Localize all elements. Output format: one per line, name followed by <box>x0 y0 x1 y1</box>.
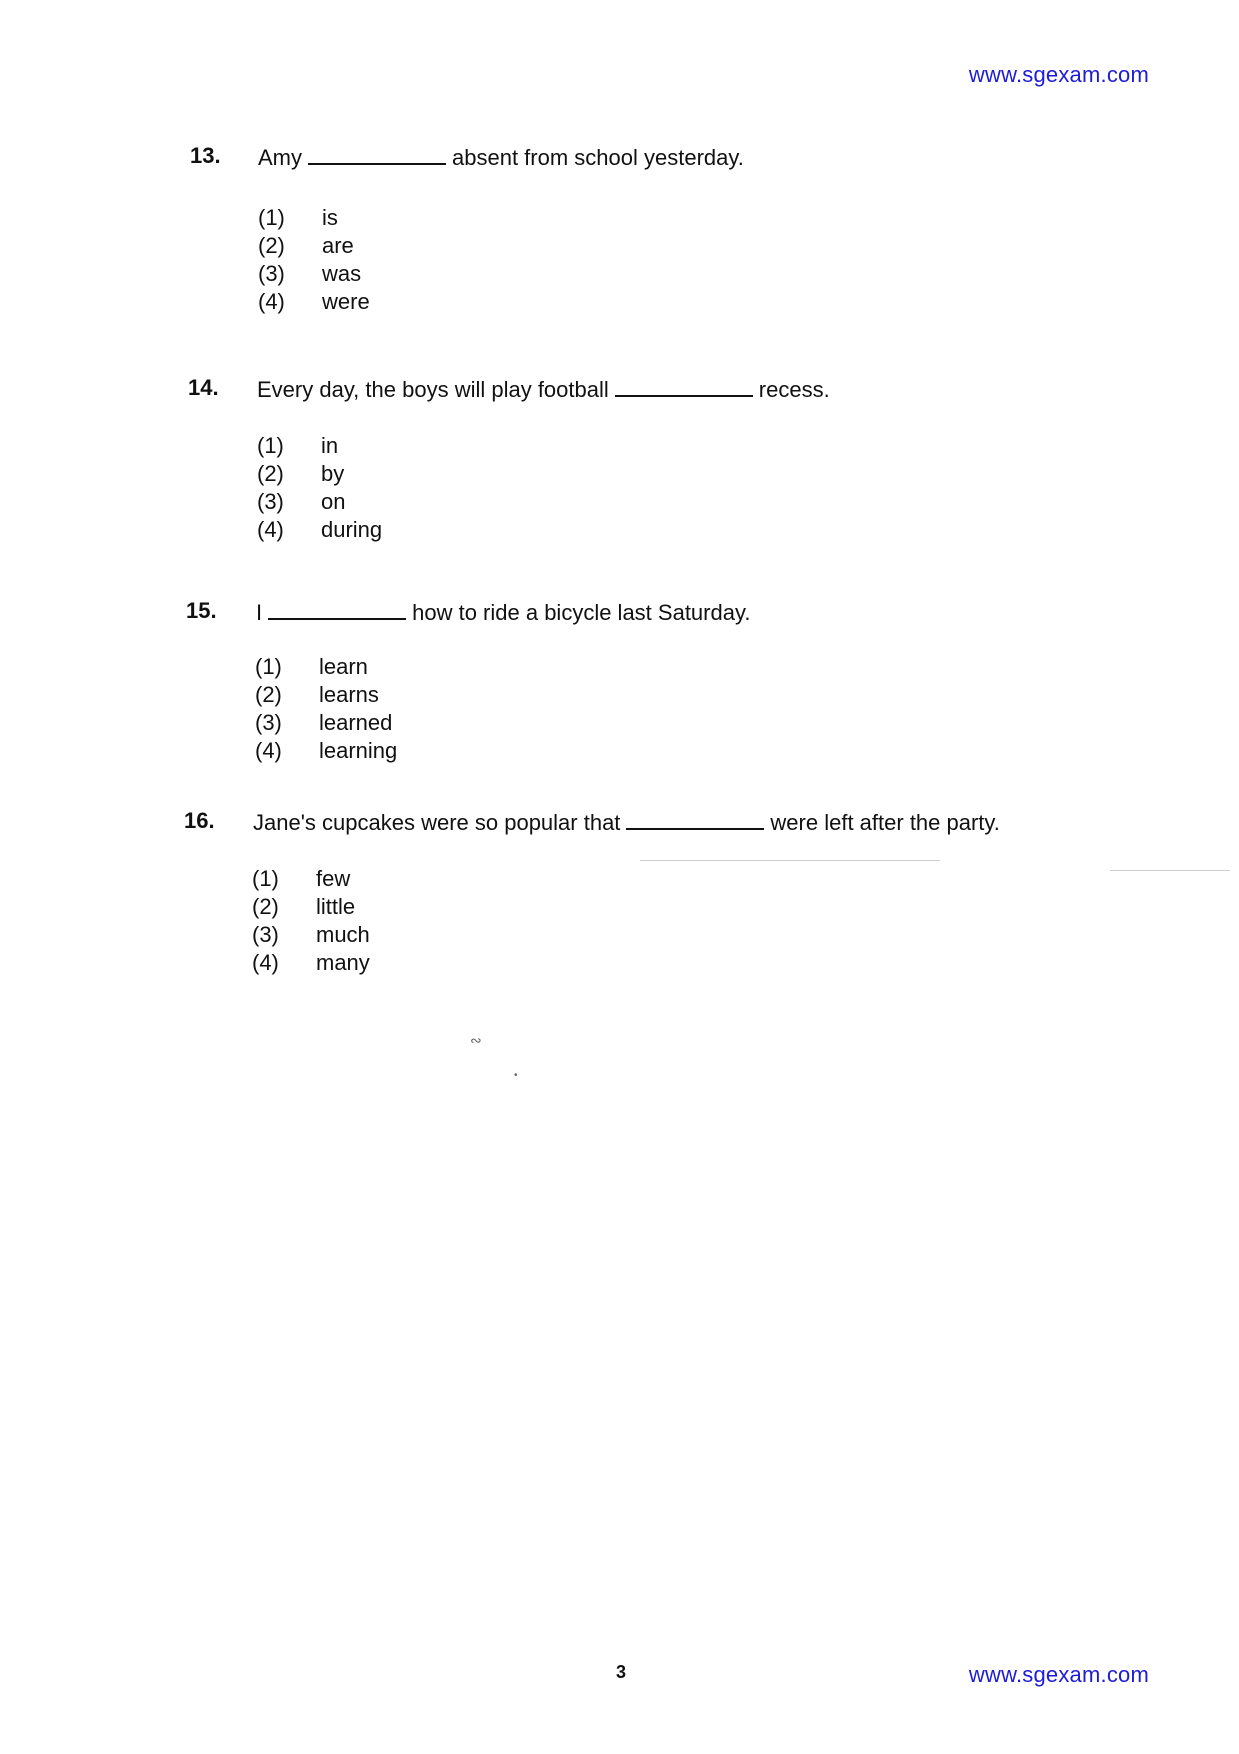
option-label: (4) <box>258 289 285 314</box>
option-label: (3) <box>257 489 284 514</box>
answer-blank <box>626 828 764 830</box>
stem-after: were left after the party. <box>770 810 1000 835</box>
stem-after: recess. <box>758 377 830 402</box>
question-number: 16. <box>184 808 215 833</box>
option-label: (1) <box>252 866 279 891</box>
option-text: little <box>316 894 356 919</box>
scan-smudge: • <box>514 1070 518 1081</box>
option-text: were <box>322 289 370 314</box>
option-label: (2) <box>255 682 282 707</box>
option-label: (1) <box>258 205 285 230</box>
stem-before: I <box>256 600 263 625</box>
option-label: (3) <box>252 922 279 947</box>
question-stem <box>253 810 1000 850</box>
option-text: learns <box>319 682 379 707</box>
option-text: on <box>321 489 346 514</box>
option-text: few <box>316 866 351 891</box>
question-number: 13. <box>190 143 221 168</box>
question-number: 14. <box>188 375 219 400</box>
option-label: (1) <box>255 654 282 679</box>
answer-blank <box>615 395 753 397</box>
page-number: 3 <box>616 1662 627 1682</box>
scan-smudge: ∾ <box>470 1032 482 1048</box>
option-label: (4) <box>252 950 279 975</box>
answer-blank <box>268 618 406 620</box>
option-label: (3) <box>258 261 285 286</box>
option-text: many <box>316 950 370 975</box>
option-label: (2) <box>252 894 279 919</box>
option-text: during <box>321 517 383 542</box>
option-text: are <box>322 233 354 258</box>
question-stem <box>256 600 750 640</box>
stem-before: Every day, the boys will play football <box>257 377 609 402</box>
question-stem <box>257 377 830 417</box>
option-label: (1) <box>257 433 284 458</box>
option-text: learn <box>319 654 368 679</box>
scan-artefact-line <box>1110 870 1230 871</box>
stem-before: Jane's cupcakes were so popular that <box>253 810 621 835</box>
stem-before: Amy <box>258 145 302 170</box>
question-stem <box>258 145 744 185</box>
question-number: 15. <box>186 598 217 623</box>
stem-after: how to ride a bicycle last Saturday. <box>412 600 751 625</box>
answer-blank <box>308 163 446 165</box>
option-text: by <box>321 461 345 486</box>
option-text: learning <box>319 738 398 763</box>
option-text: was <box>322 261 362 286</box>
option-text: much <box>316 922 370 947</box>
header-site-link[interactable]: www.sgexam.com <box>968 62 1149 87</box>
option-label: (3) <box>255 710 282 735</box>
stem-after: absent from school yesterday. <box>452 145 744 170</box>
footer-site-link[interactable]: www.sgexam.com <box>968 1662 1149 1687</box>
option-text: in <box>321 433 339 458</box>
option-text: learned <box>319 710 393 735</box>
option-label: (4) <box>255 738 282 763</box>
option-label: (2) <box>257 461 284 486</box>
option-text: is <box>322 205 338 230</box>
option-label: (2) <box>258 233 285 258</box>
scan-artefact-line <box>640 860 940 861</box>
option-label: (4) <box>257 517 284 542</box>
